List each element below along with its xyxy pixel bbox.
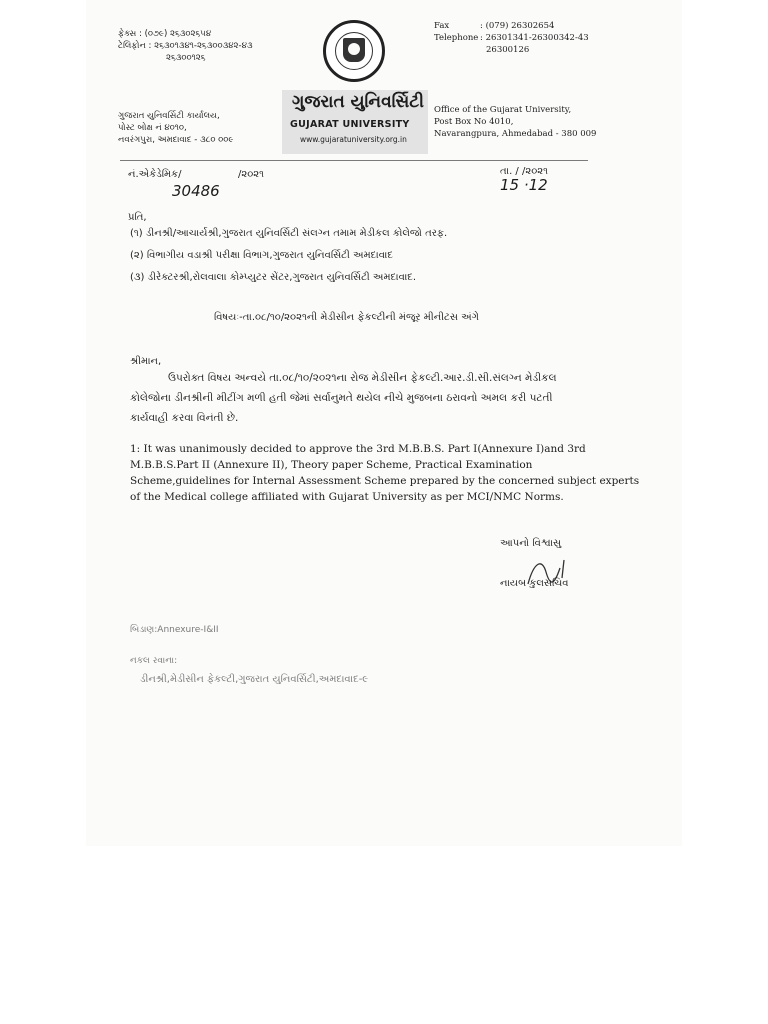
gu-telephone: ટેલિફોન : ૨૬૩૦૧૩૪૧-૨૬૩૦૦૩૪૨-૪૩ xyxy=(118,41,253,51)
copy-forwarded-label: નકલ રવાના: xyxy=(130,656,178,666)
reference-year: /૨૦૨૧ xyxy=(238,169,265,180)
reference-label: નં.એકેડેમિક/ xyxy=(128,169,182,180)
enclosure-note: બિડાણ:Annexure-I&II xyxy=(130,625,219,635)
en-telephone-label: Telephone xyxy=(434,33,479,43)
body-gujarati-line-2: કોલેજોના ડીનશ્રીની મીટીંગ મળી હતી જેમાં સર્વાનુમતે થયેલ નીચે મુજબના ઠરાવનો અમલ કરી પટતી xyxy=(130,392,553,404)
resolution-line-4: of the Medical college affiliated with Gujarat University as per MCI/NMC Norms. xyxy=(130,491,564,503)
en-fax-value: : (079) 26302654 xyxy=(480,21,555,31)
reference-number-handwritten: 30486 xyxy=(172,182,220,200)
recipient-1: (૧) ડીનશ્રી/આચાર્યશ્રી,ગુજરાત યુનિવર્સિટી સંલગ્ન તમામ મેડીકલ કોલેજો તરફ. xyxy=(130,228,448,239)
recipient-3: (૩) ડીરેક્ટરશ્રી,રોલવાલા કોમ્પ્યુટર સેંટર,ગુજરાત યુનિવર્સિટી અમદાવાદ. xyxy=(130,272,417,283)
date-handwritten: 15 ·12 xyxy=(500,176,548,194)
closing-yours-faithfully: આપનો વિશ્વાસુ xyxy=(500,538,562,549)
address-en-3: Navarangpura, Ahmedabad - 380 009 xyxy=(434,129,597,139)
copy-recipient: ડીનશ્રી,મેડીસીન ફેકલ્ટી,ગુજરાત યુનિવર્સિટી,અમદાવાદ-૯ xyxy=(140,674,369,685)
body-gujarati-line-3: કાર્યવાહી કરવા વિનંતી છે. xyxy=(130,412,239,424)
en-telephone-value: : 26301341-26300342-43 xyxy=(480,33,589,43)
en-fax-label: Fax xyxy=(434,21,450,31)
address-gu-2: પોસ્ટ બોક્ષ નં ૪૦૧૦, xyxy=(118,123,187,133)
university-name-gu: ગુજરાત યુનિવર્સિટી xyxy=(292,92,425,112)
en-telephone-value-2: 26300126 xyxy=(486,45,530,55)
resolution-line-1: 1: It was unanimously decided to approve the 3rd M.B.B.S. Part I(Annexure I)and 3rd xyxy=(130,443,586,455)
gu-telephone-2: ૨૬૩૦૦૧૨૬ xyxy=(166,53,206,63)
recipient-2: (૨) વિભાગીય વડાશ્રી પરીક્ષા વિભાગ,ગુજરાત યુનિવર્સિટી અમદાવાદ xyxy=(130,250,393,261)
address-gu-1: ગુજરાત યુનિવર્સિટી કાર્યાલય, xyxy=(118,111,220,121)
address-en-1: Office of the Gujarat University, xyxy=(434,105,572,115)
gu-fax: ફેક્સ : (૦૭૯) ૨૬૩૦૨૬૫૪ xyxy=(118,29,212,39)
resolution-line-3: Scheme,guidelines for Internal Assessment Scheme prepared by the concerned subject experts xyxy=(130,475,640,487)
prati-label: પ્રતિ, xyxy=(128,212,147,223)
body-gujarati-line-1: ઉપરોક્ત વિષય અન્વયે તા.૦૮/૧૦/૨૦૨૧ના રોજ મેડીસીન ફેકલ્ટી.આર.ડી.સી.સંલગ્ન મેડીકલ xyxy=(168,372,557,384)
address-gu-3: નવરંગપુરા, અમદાવાદ - ૩૮૦ ૦૦૯ xyxy=(118,135,234,145)
university-seal-logo xyxy=(323,20,385,82)
salutation: શ્રીમાન, xyxy=(130,356,162,367)
address-en-2: Post Box No 4010, xyxy=(434,117,514,127)
university-website: www.gujaratuniversity.org.in xyxy=(300,135,407,144)
designation-deputy-registrar: નાયબ કુલસચિવ xyxy=(500,578,569,589)
date-label: તા. / /૨૦૨૧ xyxy=(500,166,549,177)
subject-line: વિષયઃ-તા.૦૮/૧૦/૨૦૨૧ની મેડીસીન ફેકલ્ટીની મંજૂર મીનીટસ અંગે xyxy=(214,312,479,323)
resolution-line-2: M.B.B.S.Part II (Annexure II), Theory paper Scheme, Practical Examination xyxy=(130,459,533,471)
header-divider xyxy=(120,160,588,161)
university-name-en: GUJARAT UNIVERSITY xyxy=(290,119,410,130)
